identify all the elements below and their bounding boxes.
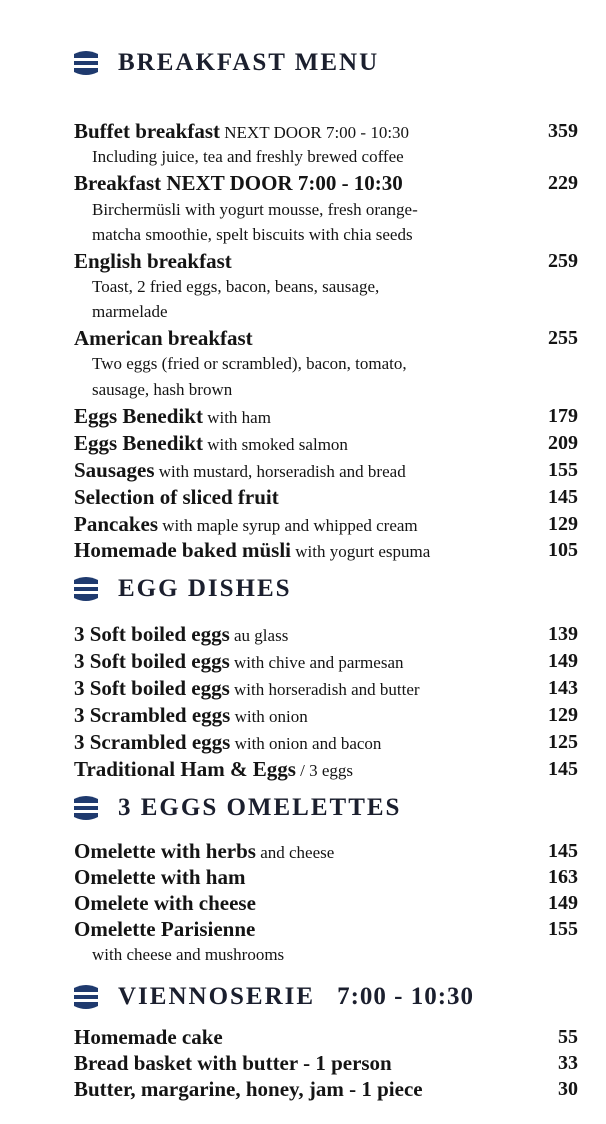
- item-price: 55: [558, 1026, 578, 1048]
- menu-item: [74, 864, 578, 890]
- item-price: 33: [558, 1052, 578, 1074]
- menu-item: [74, 325, 578, 351]
- item-price: 125: [548, 731, 578, 753]
- menu-item: [74, 457, 578, 483]
- menu-item: [74, 403, 578, 429]
- item-modifier: with mustard, horseradish and bread: [154, 462, 406, 481]
- item-name: Bread basket with butter - 1 person: [74, 1051, 392, 1075]
- item-name: Sausages: [74, 458, 155, 482]
- item-price: 149: [548, 650, 578, 672]
- viennoserie-hours: 7:00 - 10:30: [337, 983, 475, 1010]
- item-description: matcha smoothie, spelt biscuits with chia seeds: [92, 225, 413, 244]
- item-description: marmelade: [92, 302, 168, 321]
- menu-item: [74, 729, 578, 755]
- item-price: 259: [548, 250, 578, 272]
- item-name: English breakfast: [74, 249, 232, 273]
- item-name: 3 Scrambled eggs: [74, 730, 231, 754]
- section-title-omelettes: 3 EGGS OMELETTES: [118, 794, 402, 821]
- item-description: Birchermüsli with yogurt mousse, fresh orange-: [92, 200, 418, 219]
- item-price: 129: [548, 513, 578, 535]
- item-price: 30: [558, 1078, 578, 1100]
- menu-item: [74, 675, 578, 701]
- item-name: Traditional Ham & Eggs: [74, 757, 296, 781]
- item-modifier: with smoked salmon: [202, 435, 348, 454]
- item-name: Homemade baked müsli: [74, 538, 292, 562]
- item-name: Buffet breakfast: [74, 119, 221, 143]
- item-price: 143: [548, 677, 578, 699]
- menu-item: [74, 537, 578, 563]
- item-modifier: with chive and parmesan: [229, 653, 404, 672]
- item-price: 105: [548, 539, 578, 561]
- item-name: Omelette with herbs: [74, 839, 256, 863]
- menu-item: [74, 621, 578, 647]
- item-price: 359: [548, 120, 578, 142]
- menu-item: [74, 838, 578, 864]
- item-name: 3 Scrambled eggs: [74, 703, 231, 727]
- item-price: 145: [548, 758, 578, 780]
- item-name: Selection of sliced fruit: [74, 485, 279, 509]
- menu-item: [74, 1024, 578, 1050]
- item-modifier: au glass: [229, 626, 289, 645]
- item-price: 255: [548, 327, 578, 349]
- item-name: 3 Soft boiled eggs: [74, 622, 230, 646]
- item-price: 139: [548, 623, 578, 645]
- menu-item: [74, 648, 578, 674]
- menu-item: [74, 1076, 578, 1102]
- item-price: 149: [548, 892, 578, 914]
- item-name: Omelette Parisienne: [74, 917, 256, 941]
- menu-item: [74, 118, 578, 144]
- item-description: with cheese and mushrooms: [92, 945, 285, 964]
- menu-item: [74, 1050, 578, 1076]
- item-modifier: / 3 eggs: [295, 761, 354, 780]
- item-modifier: with onion and bacon: [230, 734, 382, 753]
- item-price: 145: [548, 840, 578, 862]
- item-modifier: with horseradish and butter: [229, 680, 420, 699]
- menu-item: [74, 484, 578, 510]
- item-name: Omelette with ham: [74, 865, 246, 889]
- section-title-viennoserie: [118, 983, 474, 1011]
- item-name: 3 Soft boiled eggs: [74, 649, 230, 673]
- item-name: Eggs Benedikt: [74, 404, 203, 428]
- item-modifier: with yogurt espuma: [291, 542, 431, 561]
- item-description: Including juice, tea and freshly brewed coffee: [92, 147, 404, 166]
- item-modifier: with maple syrup and whipped cream: [158, 516, 418, 535]
- item-name: Omelete with cheese: [74, 891, 256, 915]
- item-description: Toast, 2 fried eggs, bacon, beans, sausage,: [92, 277, 380, 296]
- item-name: Pancakes: [74, 512, 158, 536]
- item-description: sausage, hash brown: [92, 380, 233, 399]
- item-name: American breakfast: [74, 326, 253, 350]
- menu-item: [74, 756, 578, 782]
- item-price: 155: [548, 459, 578, 481]
- item-name: Breakfast NEXT DOOR 7:00 - 10:30: [74, 171, 403, 195]
- item-name: Butter, margarine, honey, jam - 1 piece: [74, 1077, 423, 1101]
- section-logo-icon: [72, 792, 100, 824]
- section-logo-icon: [72, 573, 100, 605]
- item-modifier: and cheese: [255, 843, 335, 862]
- item-description: Two eggs (fried or scrambled), bacon, tomato,: [92, 354, 407, 373]
- item-price: 179: [548, 405, 578, 427]
- item-name: 3 Soft boiled eggs: [74, 676, 230, 700]
- item-modifier: with onion: [230, 707, 308, 726]
- menu-item: [74, 170, 578, 196]
- item-modifier: with ham: [202, 408, 271, 427]
- item-price: 129: [548, 704, 578, 726]
- menu-item: [74, 511, 578, 537]
- section-logo-icon: [72, 47, 100, 79]
- item-price: 155: [548, 918, 578, 940]
- menu-item: [74, 702, 578, 728]
- menu-item: [74, 430, 578, 456]
- menu-item: [74, 248, 578, 274]
- item-price: 209: [548, 432, 578, 454]
- section-logo-icon: [72, 981, 100, 1013]
- item-modifier: NEXT DOOR 7:00 - 10:30: [220, 123, 410, 142]
- item-price: 145: [548, 486, 578, 508]
- item-name: Eggs Benedikt: [74, 431, 203, 455]
- section-title-breakfast: BREAKFAST MENU: [118, 49, 380, 76]
- menu-item: [74, 890, 578, 916]
- item-price: 163: [548, 866, 578, 888]
- item-price: 229: [548, 172, 578, 194]
- section-title-egg-dishes: EGG DISHES: [118, 575, 292, 602]
- item-name: Homemade cake: [74, 1025, 223, 1049]
- menu-item: [74, 916, 578, 942]
- viennoserie-title: VIENNOSERIE: [118, 983, 316, 1010]
